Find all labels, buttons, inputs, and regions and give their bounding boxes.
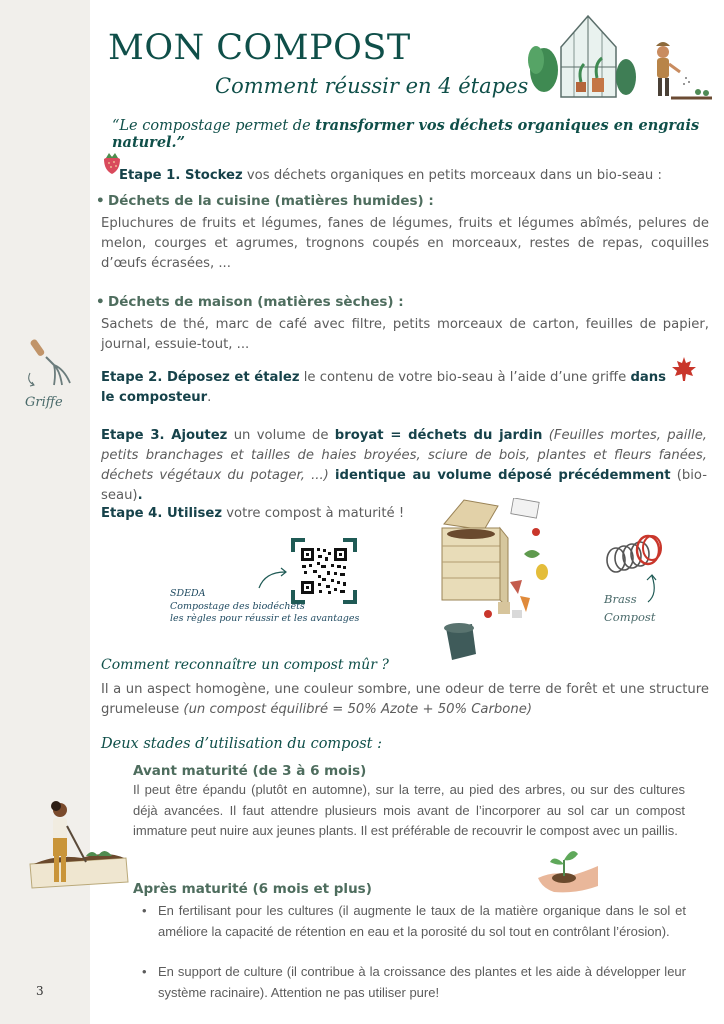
step-2-end: dans le composteur [101,370,667,405]
step-4 [101,504,431,524]
quote-emphasis: transformer vos déchets organiques en engrais naturel.” [112,117,700,151]
step-3-label: Etape 3. Ajoutez [101,428,228,443]
step-3-tail: (bio-seau) [101,468,707,503]
greenhouse-gardener-illustration [526,12,712,102]
qr-caption [170,588,359,626]
mature-balance: (un compost équilibré = 50% Azote + 50% Carbone) [183,702,532,717]
brass-compost-coil-icon [602,530,666,578]
page-title: MON COMPOST [108,28,411,68]
before-maturity-heading: Avant maturité (de 3 à 6 mois) [133,763,367,779]
quote-start: “Le compostage permet de [112,118,316,134]
brass-caption [604,590,655,626]
after-maturity-item-1: • En fertilisant pour les cultures (il augmente le taux de la matière organique dans le sol et améliore la capacité de rétention en eau et la porosité du sol tout en contrôlant l’érosion). [158,901,686,942]
step-3-t1: un volume de [227,428,335,443]
dry-waste-text: Sachets de thé, marc de café avec filtre, petits morceaux de carton, feuilles de papier, journal, essuie-tout, ... [101,317,709,352]
step-2 [101,368,671,408]
step-1-text: vos déchets organiques en petits morceaux dans un bio-seau : [242,168,662,183]
page-subtitle: Comment réussir en 4 étapes [215,74,529,98]
step-2-dot: . [207,390,212,405]
seedling-hand-icon [536,842,600,896]
gardener-woman-illustration [26,798,130,894]
step-1-label: Etape 1. Stockez [119,168,243,183]
step-3-examples: (Feuilles mortes, paille, petits branchages et tailles de haies broyées, sciure de bois, plantes et fleurs fanées, déchets végétaux du potager, ...) [101,428,708,483]
step-1 [119,166,699,186]
mature-heading: Comment reconnaître un compost mûr ? [101,657,389,673]
step-2-text: le contenu de votre bio-seau à l’aide d’une griffe [299,370,631,385]
step-3 [101,426,707,506]
intro-quote [112,117,724,151]
mature-description: Il a un aspect homogène, une couleur sombre, une odeur de terre de forêt et une structure grumeleuse [101,682,709,717]
wet-waste-text: Epluchures de fruits et légumes, fanes de légumes, fruits et légumes abîmés, pelures de melon, courges et agrumes, trognons coupés en morceaux, restes de repas, coquilles d’œufs écrasées, ... [101,216,709,271]
mature-text [101,680,709,720]
qr-caption-title: Compostage des biodéchets [170,600,305,612]
step-3-dot: . [137,488,143,503]
maple-leaf-icon [670,355,698,383]
dry-waste-heading: • Déchets de maison (matières sèches) : [108,294,404,310]
step-4-label: Etape 4. Utilisez [101,506,223,521]
step-2-label: Etape 2. Déposez et étalez [101,370,300,385]
step-3-same: identique au volume déposé précédemment [334,468,671,483]
after-maturity-heading: Après maturité (6 mois et plus) [133,881,372,897]
usage-heading: Deux stades d’utilisation du compost : [101,736,382,752]
page-number: 3 [36,984,44,998]
arrow-to-qr-icon [255,566,291,590]
step-3-broyat: broyat = déchets du jardin [334,428,543,443]
before-maturity-text: Il peut être épandu (plutôt en automne), sur la terre, au pied des arbres, ou sur des cultures déjà avancées. Il faut attendre plusieurs mois avant de l’incorporer au sol car un compost immature peut nuire aux jeunes plants. Il est préférable de recouvrir le compost avec un paillis. [133,782,685,838]
compost-bin-illustration [432,498,552,666]
brass-caption-line2: Compost [604,610,656,624]
brass-caption-line1: Brass [604,592,637,606]
wet-waste-heading: • Déchets de la cuisine (matières humides) : [108,193,434,209]
garden-claw-icon [20,335,80,391]
griffe-caption: Griffe [25,395,63,410]
qr-caption-sub: les règles pour réussir et les avantages [170,613,360,624]
qr-caption-source: SDEDA [170,588,206,599]
after-maturity-item-2: • En support de culture (il contribue à la croissance des plantes et les aide à développer leur système racinaire). Attention ne pas utiliser pure! [158,962,686,1003]
step-4-text: votre compost à maturité ! [222,506,405,521]
